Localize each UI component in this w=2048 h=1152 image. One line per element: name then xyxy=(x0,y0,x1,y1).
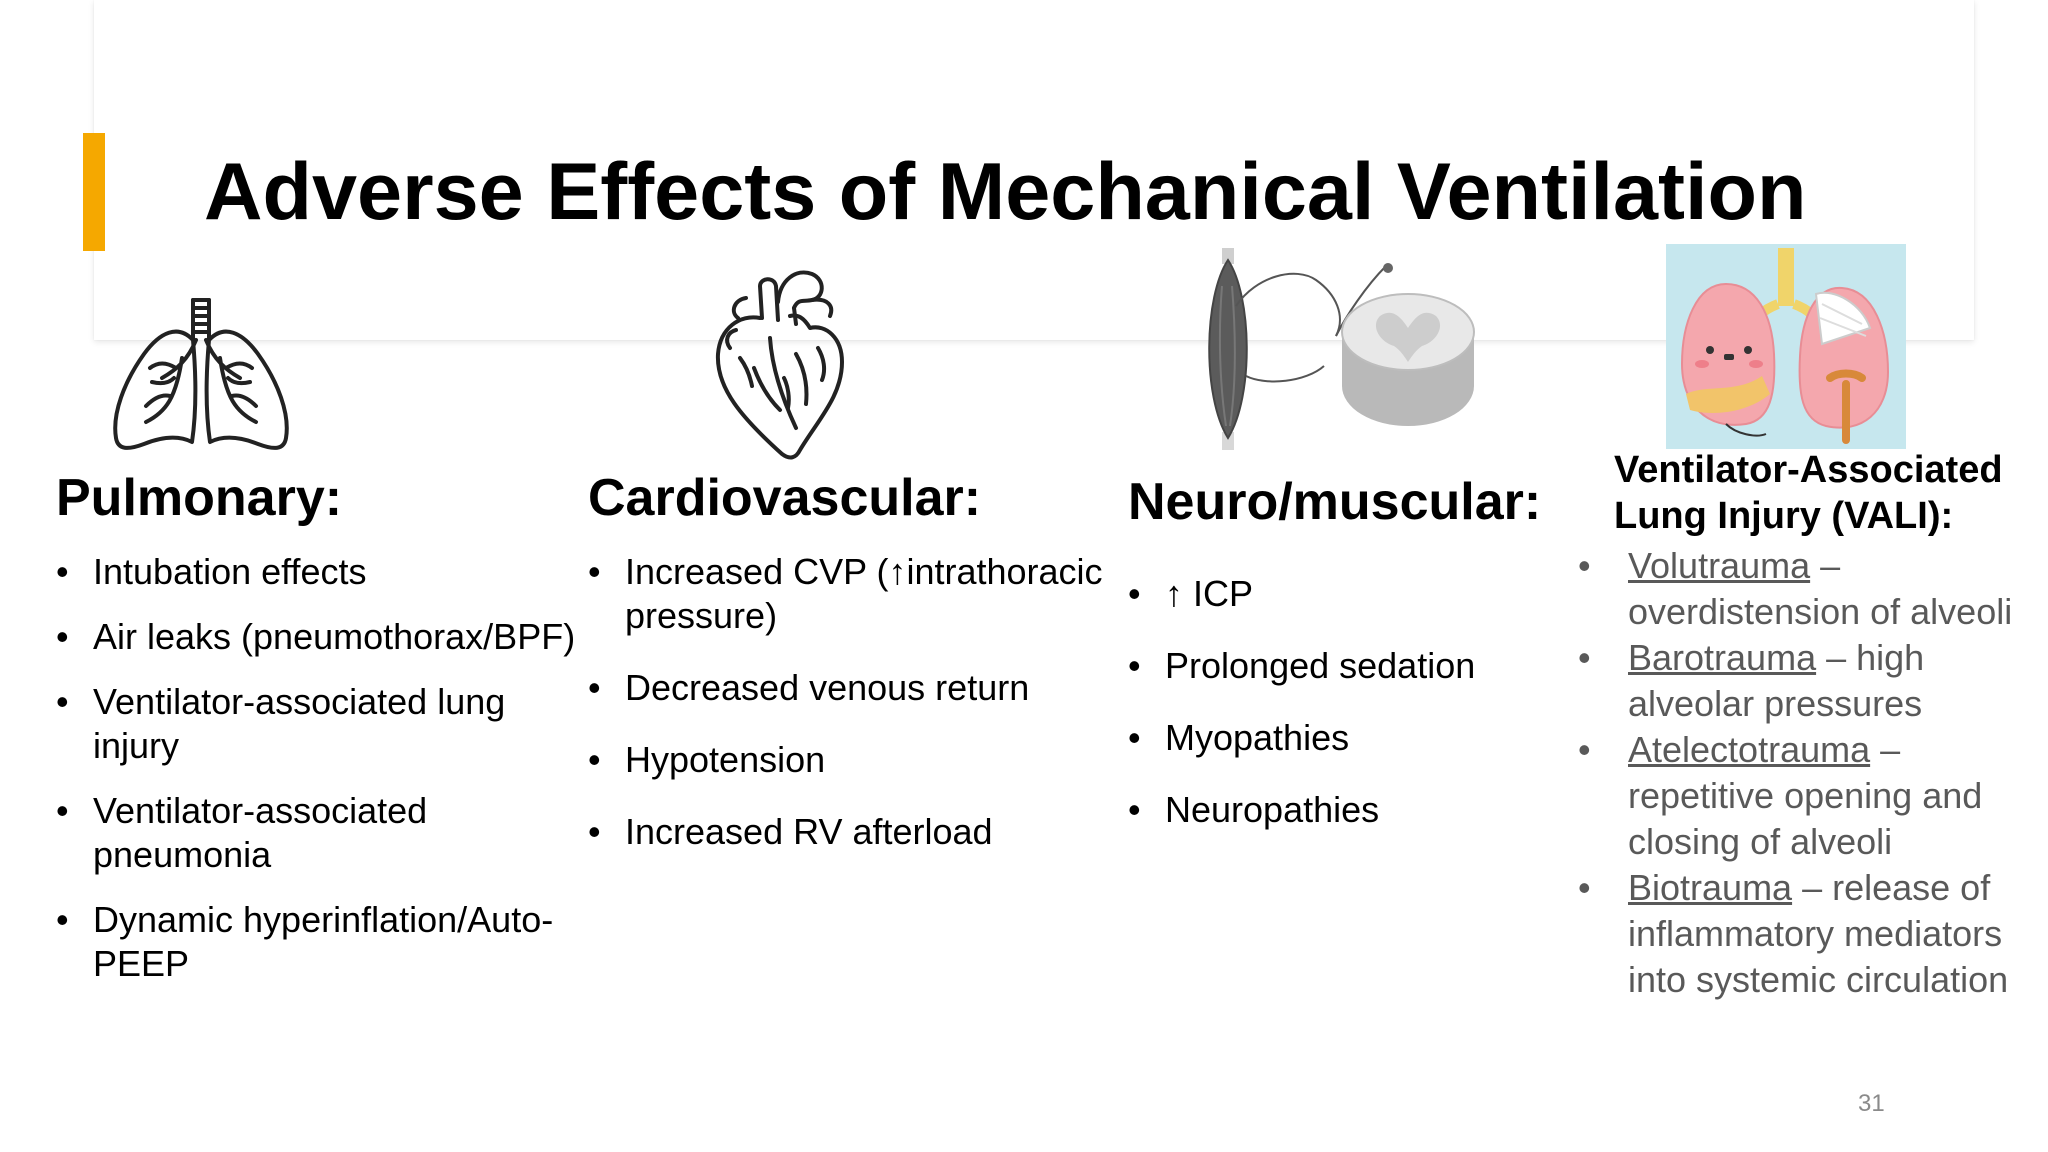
neuromuscular-list xyxy=(1128,572,1548,832)
vali-term: Barotrauma xyxy=(1628,637,1817,678)
slide-title: Adverse Effects of Mechanical Ventilation xyxy=(204,147,1807,237)
neuromuscular-heading: Neuro/muscular: xyxy=(1128,473,1542,531)
injured-lungs-cartoon-icon xyxy=(1666,244,1906,449)
muscle-spinal-cord-icon xyxy=(1196,246,1476,452)
list-item: • ↑ ICP xyxy=(1128,572,1548,616)
cardiovascular-list xyxy=(588,550,1108,854)
list-item: • Ventilator-associated pneumonia xyxy=(56,789,576,877)
cardiovascular-column xyxy=(588,468,1108,882)
vali-term: Atelectotrauma xyxy=(1628,729,1871,770)
pulmonary-list xyxy=(56,550,576,986)
vali-term: Volutrauma xyxy=(1628,545,1811,586)
list-item xyxy=(1578,865,2048,1003)
vali-desc: – release of inflammatory mediators into systemic circulation xyxy=(1628,867,2009,1000)
list-item: • Dynamic hyperinflation/Auto-PEEP xyxy=(56,898,576,986)
pulmonary-column xyxy=(56,468,576,1007)
list-item: • Prolonged sedation xyxy=(1128,644,1548,688)
list-item: • Myopathies xyxy=(1128,716,1548,760)
list-item: • Increased CVP (↑intrathoracic pressure) xyxy=(588,550,1108,638)
list-item: • Hypotension xyxy=(588,738,1108,782)
vali-column xyxy=(1578,447,2048,1003)
list-item xyxy=(1578,727,2048,865)
vali-term: Biotrauma xyxy=(1628,867,1793,908)
neuromuscular-column xyxy=(1128,472,1548,860)
pulmonary-heading: Pulmonary: xyxy=(56,469,343,527)
vali-desc: – repetitive opening and closing of alveoli xyxy=(1628,729,1983,862)
vali-desc: – overdistension of alveoli xyxy=(1628,545,2013,632)
vali-desc: – high alveolar pressures xyxy=(1628,637,1925,724)
list-item: • Ventilator-associated lung injury xyxy=(56,680,576,768)
list-item: • Decreased venous return xyxy=(588,666,1108,710)
list-item: • Air leaks (pneumothorax/BPF) xyxy=(56,615,576,659)
accent-bar xyxy=(83,133,105,251)
list-item: • Increased RV afterload xyxy=(588,810,1108,854)
list-item xyxy=(1578,543,2048,635)
heart-icon xyxy=(700,258,860,468)
list-item xyxy=(1578,635,2048,727)
list-item: • Neuropathies xyxy=(1128,788,1548,832)
page-number: 31 xyxy=(1858,1090,1885,1117)
lungs-icon xyxy=(106,278,296,456)
list-item: • Intubation effects xyxy=(56,550,576,594)
vali-list xyxy=(1578,543,2048,1003)
cardiovascular-heading: Cardiovascular: xyxy=(588,469,982,527)
vali-heading: Ventilator-Associated Lung Injury (VALI): xyxy=(1614,449,2003,537)
